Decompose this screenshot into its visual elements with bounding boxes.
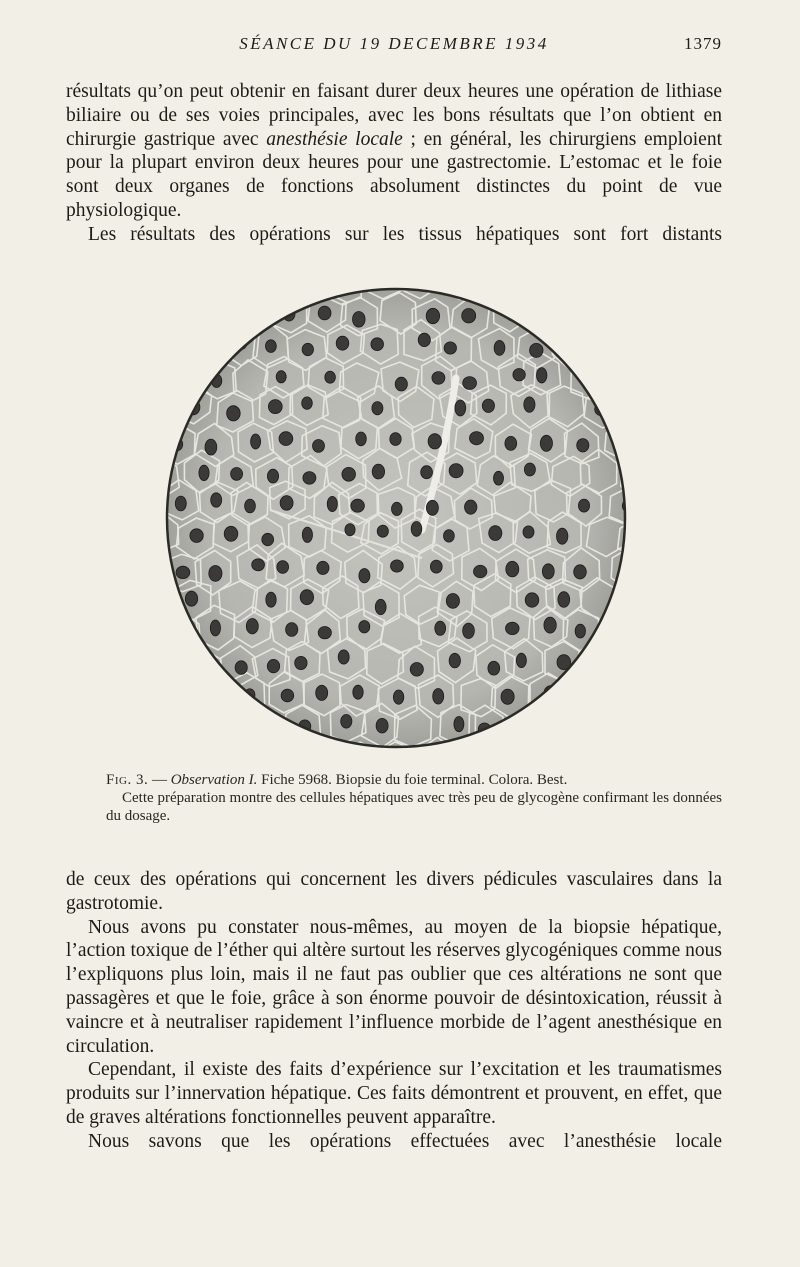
- cell-nucleus: [621, 563, 632, 578]
- cell-membrane: [507, 282, 545, 299]
- cell-nucleus: [336, 336, 349, 350]
- cell-membrane: [488, 739, 526, 754]
- cell-membrane: [249, 710, 282, 751]
- paragraph: Cependant, il existe des faits d’expérience sur l’excitation et les traumatismes produits sur l’innervation hépatique. Ces faits démontrent et prouvent, en effet, que de graves altérations fonctionnelles peuvent apparaître.: [66, 1059, 722, 1128]
- cell-membrane: [160, 707, 173, 747]
- cell-nucleus: [617, 689, 628, 703]
- cell-nucleus: [494, 471, 504, 485]
- cell-membrane: [215, 282, 253, 303]
- cell-nucleus: [267, 469, 278, 483]
- caption-body: Cette préparation montre des cellules hépatiques avec très peu de glycogène confirmant les données du dosage.: [106, 790, 722, 824]
- cell-nucleus: [390, 433, 401, 446]
- cell-nucleus: [482, 399, 494, 412]
- figure-caption: [106, 771, 722, 825]
- cell-nucleus: [359, 569, 370, 583]
- cell-nucleus: [190, 529, 203, 543]
- cell-nucleus: [251, 434, 261, 449]
- cell-nucleus: [376, 718, 388, 733]
- cell-nucleus: [418, 333, 430, 346]
- cell-nucleus: [300, 590, 313, 605]
- cell-nucleus: [209, 566, 222, 582]
- cell-nucleus: [430, 752, 442, 754]
- cell-membrane: [606, 359, 633, 402]
- page-number: 1379: [684, 34, 722, 53]
- cell-nucleus: [489, 526, 502, 541]
- cell-nucleus: [393, 690, 403, 704]
- cell-nucleus: [243, 753, 254, 754]
- cell-nucleus: [621, 375, 632, 390]
- cell-nucleus: [506, 561, 519, 577]
- cell-membrane: [568, 735, 605, 754]
- cell-nucleus: [577, 439, 589, 452]
- cell-nucleus: [235, 661, 247, 675]
- cell-nucleus: [421, 466, 433, 479]
- cell-nucleus: [268, 400, 282, 414]
- cell-membrane: [531, 291, 569, 332]
- cell-nucleus: [392, 502, 403, 515]
- cell-nucleus: [302, 527, 312, 542]
- cell-nucleus: [353, 685, 363, 699]
- paragraph: Les résultats des opérations sur les tissus hépatiques sont fort distants: [88, 223, 722, 245]
- cell-nucleus: [341, 715, 352, 729]
- cell-nucleus: [252, 559, 265, 571]
- cell-nucleus: [433, 689, 444, 705]
- cell-nucleus: [160, 654, 161, 668]
- cell-membrane: [618, 390, 632, 432]
- cell-membrane: [529, 735, 564, 754]
- cell-nucleus: [454, 717, 464, 732]
- liver-biopsy-micrograph: [160, 282, 632, 754]
- cell-nucleus: [470, 432, 484, 445]
- cell-nucleus: [277, 561, 289, 574]
- cell-nucleus: [280, 496, 293, 511]
- cell-nucleus: [435, 621, 446, 635]
- cell-membrane: [587, 321, 624, 360]
- cell-nucleus: [516, 653, 526, 667]
- cell-nucleus: [174, 628, 188, 641]
- cell-nucleus: [160, 282, 167, 287]
- cell-nucleus: [324, 751, 337, 755]
- cell-membrane: [247, 282, 282, 306]
- cell-nucleus: [266, 340, 277, 353]
- cell-nucleus: [449, 282, 462, 287]
- cell-nucleus: [446, 594, 459, 609]
- cell-membrane: [622, 325, 632, 366]
- cell-nucleus: [578, 499, 589, 512]
- cell-membrane: [192, 673, 230, 715]
- cell-nucleus: [199, 465, 209, 480]
- cell-nucleus: [555, 726, 569, 738]
- cell-nucleus: [317, 561, 329, 574]
- cell-membrane: [454, 739, 492, 754]
- cell-nucleus: [336, 282, 347, 290]
- cell-nucleus: [327, 496, 337, 511]
- paragraph: résultats qu’on peut obtenir en faisant durer deux heures une opération de lithiase biliaire ou de ses voies principales, avec les bons résultats que l’on obtient en chirurgie gastrique avec anesthésie locale ; en général, les chirurgiens emploient pour la plupart environ deux heures pour une gastrectomie. L’estomac et le foie sont deux organes de fonctions absolument distinctes du point de vue physiologique.: [66, 81, 722, 221]
- cell-nucleus: [558, 592, 570, 608]
- cell-nucleus: [592, 656, 603, 669]
- cell-membrane: [160, 282, 180, 304]
- cell-nucleus: [351, 499, 365, 512]
- cell-membrane: [622, 643, 632, 686]
- cell-nucleus: [449, 464, 463, 478]
- cell-nucleus: [544, 617, 556, 633]
- cell-membrane: [160, 386, 174, 425]
- cell-nucleus: [426, 500, 438, 515]
- cell-nucleus: [176, 566, 190, 578]
- cell-membrane: [627, 702, 633, 745]
- cell-nucleus: [520, 282, 534, 286]
- cell-membrane: [606, 673, 632, 714]
- cell-nucleus: [444, 342, 456, 354]
- cell-nucleus: [276, 371, 286, 383]
- paragraph: de ceux des opérations qui concernent les divers pédicules vasculaires dans la gastrotomie.: [66, 869, 722, 914]
- cell-membrane: [570, 673, 608, 714]
- cell-nucleus: [266, 592, 276, 607]
- cell-nucleus: [213, 750, 225, 754]
- cell-membrane: [600, 289, 632, 334]
- cell-nucleus: [302, 343, 313, 355]
- cell-membrane: [274, 742, 312, 754]
- cell-nucleus: [263, 282, 275, 294]
- cell-nucleus: [426, 308, 439, 323]
- cell-nucleus: [203, 687, 216, 700]
- cell-membrane: [581, 282, 617, 301]
- cell-nucleus: [613, 625, 624, 638]
- cell-membrane: [173, 282, 209, 299]
- cell-membrane: [219, 710, 254, 750]
- cell-nucleus: [302, 397, 313, 409]
- cell-nucleus: [413, 282, 424, 287]
- cell-nucleus: [170, 306, 183, 319]
- running-header: [66, 34, 722, 60]
- cell-membrane: [568, 294, 608, 335]
- cell-nucleus: [513, 369, 525, 381]
- cell-nucleus: [430, 560, 442, 573]
- cell-membrane: [160, 324, 175, 366]
- cell-membrane: [233, 737, 269, 755]
- cell-nucleus: [214, 303, 227, 318]
- cell-nucleus: [581, 683, 594, 699]
- cell-nucleus: [286, 623, 298, 637]
- cell-nucleus: [488, 661, 500, 675]
- cell-nucleus: [267, 659, 279, 672]
- cell-membrane: [198, 293, 238, 332]
- cell-nucleus: [395, 377, 407, 391]
- cell-nucleus: [313, 440, 325, 453]
- cell-nucleus: [300, 282, 313, 290]
- cell-membrane: [160, 358, 193, 399]
- caption-label: Fig. 3.: [106, 772, 149, 788]
- cell-nucleus: [391, 560, 404, 572]
- cell-nucleus: [195, 342, 206, 357]
- cell-nucleus: [160, 395, 162, 410]
- cell-membrane: [476, 282, 512, 303]
- cell-nucleus: [235, 335, 247, 350]
- cell-nucleus: [506, 622, 520, 634]
- cell-nucleus: [342, 467, 356, 481]
- cell-nucleus: [410, 663, 423, 677]
- cell-nucleus: [432, 372, 445, 385]
- cell-nucleus: [303, 472, 316, 485]
- cell-nucleus: [574, 565, 587, 579]
- cell-nucleus: [474, 565, 487, 577]
- cell-nucleus: [525, 593, 539, 607]
- cell-nucleus: [540, 435, 552, 451]
- cell-nucleus: [318, 306, 331, 320]
- cell-nucleus: [494, 340, 505, 355]
- micrograph-figure: [160, 282, 632, 754]
- cell-nucleus: [541, 749, 552, 754]
- cell-nucleus: [582, 748, 595, 754]
- cell-nucleus: [542, 564, 554, 579]
- cell-nucleus: [325, 371, 336, 383]
- cell-nucleus: [377, 525, 388, 537]
- cell-nucleus: [160, 524, 163, 540]
- cell-nucleus: [160, 597, 168, 609]
- cell-nucleus: [355, 752, 368, 754]
- cell-nucleus: [160, 473, 167, 488]
- cell-nucleus: [359, 621, 370, 633]
- cell-nucleus: [530, 343, 543, 357]
- cell-nucleus: [345, 524, 355, 536]
- cell-nucleus: [537, 368, 547, 383]
- paragraph: Nous avons pu constater nous-mêmes, au moyen de la biopsie hépatique, l’action toxique de l’éther qui altère surtout les réserves glycogéniques comme nous l’expliquons plus loin, mais il ne faut pas oublier que ces altérations ne sont que passagères et que le foie, grâce à son énorme pouvoir de désintoxication, réussit à vaincre et à neutraliser rapidement l’influence morbide de l’agent anesthésique en circulation.: [66, 916, 722, 1057]
- cell-nucleus: [193, 661, 205, 675]
- cell-membrane: [551, 282, 592, 308]
- cell-nucleus: [378, 282, 389, 285]
- cell-membrane: [597, 742, 633, 754]
- cell-nucleus: [505, 436, 517, 450]
- cell-membrane: [202, 738, 241, 754]
- cell-nucleus: [411, 522, 422, 537]
- cell-nucleus: [465, 500, 477, 514]
- cell-nucleus: [372, 464, 384, 479]
- cell-nucleus: [210, 620, 220, 636]
- paragraph: Nous savons que les opérations effectuées avec l’anesthésie locale: [88, 1130, 722, 1152]
- cell-nucleus: [175, 496, 186, 511]
- cell-nucleus: [279, 432, 293, 446]
- caption-observation: Observation I.: [170, 772, 258, 788]
- cell-nucleus: [375, 599, 386, 614]
- cell-membrane: [603, 613, 632, 656]
- cell-membrane: [165, 741, 202, 754]
- cell-nucleus: [444, 530, 455, 542]
- cell-nucleus: [557, 528, 568, 544]
- cell-membrane: [621, 583, 632, 626]
- cell-nucleus: [502, 753, 512, 754]
- cell-nucleus: [619, 435, 630, 448]
- cell-nucleus: [524, 463, 535, 476]
- cell-nucleus: [295, 656, 307, 669]
- cell-nucleus: [596, 332, 608, 347]
- cell-nucleus: [173, 693, 187, 707]
- cell-nucleus: [231, 468, 243, 481]
- cell-nucleus: [596, 282, 607, 287]
- cell-nucleus: [262, 533, 274, 545]
- cell-nucleus: [524, 397, 535, 412]
- cell-nucleus: [246, 619, 258, 634]
- cell-nucleus: [245, 499, 256, 513]
- body-text-bottom: [66, 868, 722, 1154]
- cell-membrane: [160, 295, 195, 335]
- caption-title-line: Fig. 3. — Observation I. Fiche 5968. Biopsie du foie terminal. Colora. Best.: [106, 772, 568, 788]
- cell-nucleus: [455, 400, 466, 416]
- cell-nucleus: [487, 282, 499, 293]
- running-title: SÉANCE DU 19 DECEMBRE 1934: [239, 34, 549, 53]
- cell-nucleus: [186, 282, 200, 285]
- emphasis: anesthésie locale: [266, 128, 403, 150]
- cell-nucleus: [353, 312, 366, 328]
- cell-nucleus: [356, 432, 367, 446]
- cell-nucleus: [185, 591, 197, 606]
- cell-nucleus: [338, 650, 349, 664]
- cell-membrane: [627, 282, 632, 301]
- cell-nucleus: [224, 526, 238, 541]
- cell-nucleus: [575, 624, 585, 638]
- cell-nucleus: [227, 282, 241, 287]
- cell-nucleus: [523, 526, 534, 538]
- cell-membrane: [541, 709, 580, 751]
- cell-membrane: [585, 708, 624, 748]
- cell-nucleus: [211, 493, 222, 507]
- cell-nucleus: [281, 689, 294, 702]
- cell-membrane: [179, 704, 216, 745]
- cell-nucleus: [372, 402, 383, 415]
- cell-nucleus: [190, 716, 202, 730]
- cell-nucleus: [544, 305, 555, 317]
- cell-nucleus: [594, 724, 608, 738]
- cell-nucleus: [289, 752, 299, 754]
- cell-nucleus: [463, 377, 477, 390]
- cell-membrane: [289, 282, 326, 301]
- cell-nucleus: [449, 653, 460, 668]
- cell-nucleus: [205, 439, 217, 455]
- cell-nucleus: [463, 623, 475, 638]
- body-text-top: [66, 80, 722, 247]
- cell-membrane: [160, 678, 198, 720]
- cell-membrane: [160, 636, 175, 678]
- cell-nucleus: [501, 689, 514, 704]
- cell-nucleus: [318, 627, 331, 639]
- cell-nucleus: [462, 309, 476, 323]
- cell-nucleus: [371, 338, 384, 351]
- cell-nucleus: [567, 283, 579, 296]
- cell-nucleus: [233, 723, 246, 737]
- cell-nucleus: [316, 685, 328, 700]
- cell-membrane: [179, 328, 216, 370]
- cell-nucleus: [428, 434, 441, 449]
- cell-nucleus: [227, 406, 241, 421]
